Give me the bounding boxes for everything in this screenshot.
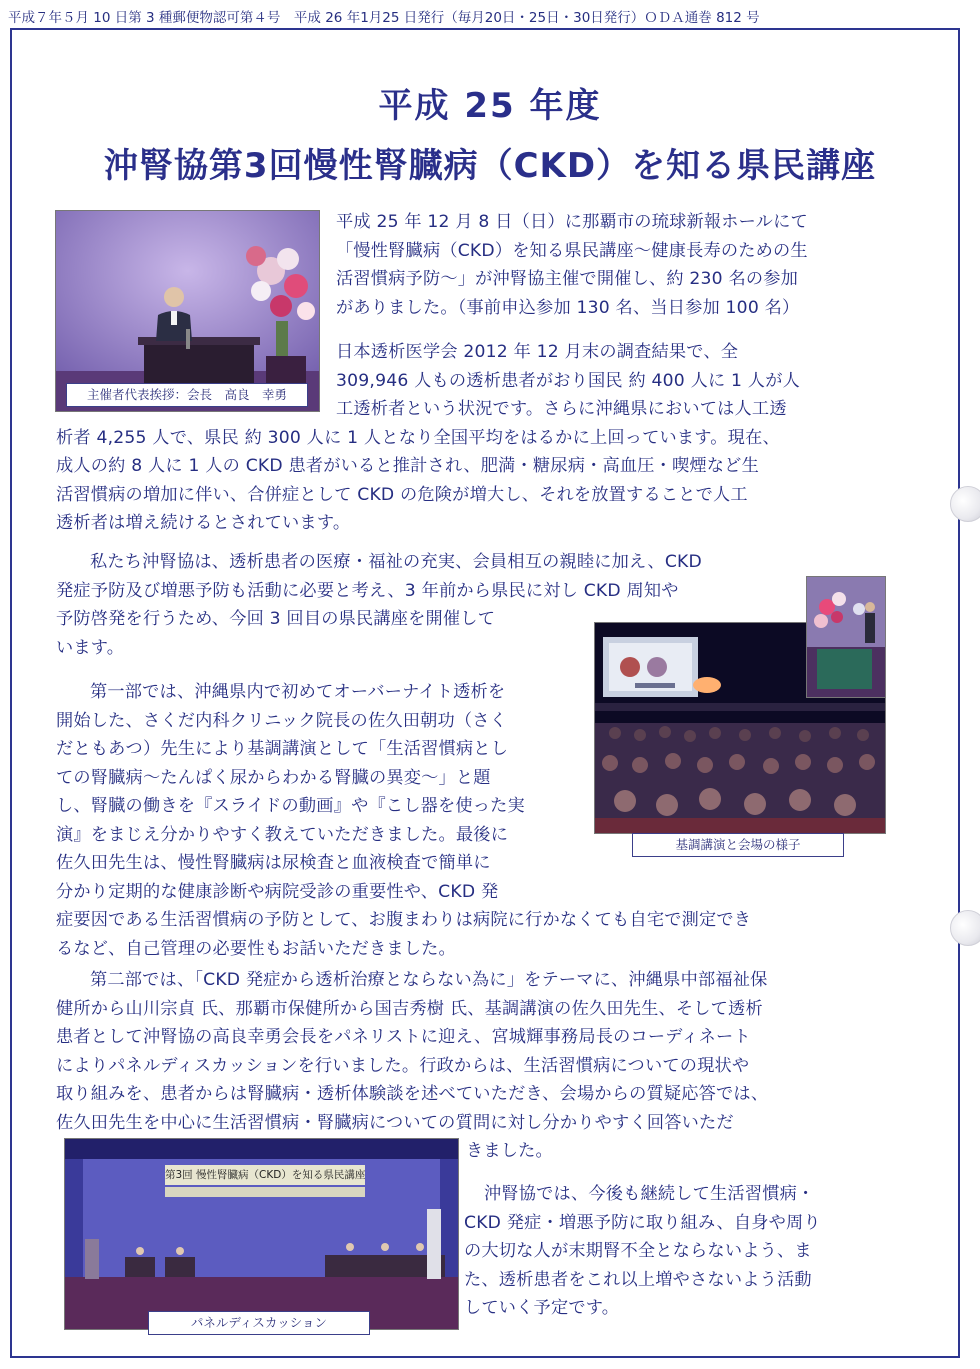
issue-header: 平成７年５月 10 日第 3 種郵便物認可第４号 平成 26 年1月25 日発行（毎月20日・25日・30日発行）ＯＤＡ通巻 812 号	[8, 10, 760, 26]
photo-caption: パネルディスカッション	[148, 1311, 370, 1335]
photo-panel-discussion	[64, 1138, 459, 1330]
photo-caption: 主催者代表挨拶：会長 高良 幸勇	[66, 383, 308, 407]
binder-hole	[950, 486, 980, 522]
panel-banner-text: 第3回 慢性腎臓病（CKD）を知る県民講座	[165, 1169, 365, 1181]
page-title: 沖腎協第3回慢性腎臓病（CKD）を知る県民講座	[103, 146, 877, 186]
title-year: 平成 25 年度	[378, 86, 602, 126]
paragraph-closing: 沖腎協では、今後も継続して生活習慣病・ CKD 発症・増悪予防に取り組み、自身や周り の大切な人が末期腎不全とならないよう、ま た、透析患者をこれ以上増やさないよう活動 していく予定です。	[464, 1184, 821, 1318]
paragraph-part-one: 第一部では、沖縄県内で初めてオーバーナイト透析を 開始した、さくだ内科クリニック院長の佐久田朝功（さく だともあつ）先生により基調講演として「生活習慣病とし ての腎臓病～たんぱく尿からわかる腎臓の異変～」と題 し、腎臓の働きを『スライドの動画』や『こし器を使った実 演』をまじえ分かりやすく教えていただきました。最後に 佐久田先生は、慢性腎臓病は尿検査と血液検査で簡単に 分かり定期的な健康診断や病院受診の重要性や、CKD 発 症要因である生活習慣病の予防として、お腹まわりは病院に行かなくても自宅で測定でき るなど、自己管理の必要性もお話いただきました。	[56, 682, 752, 959]
photo-caption: 基調講演と会場の様子	[632, 833, 844, 857]
paragraph-statistics: 日本透析医学会 2012 年 12 月末の調査結果で、全 309,946 人もの透析患者がおり国民 約 400 人に 1 人が人 工透析者という状況です。さらに沖縄県においては人工透 析者 4,255 人で、県民 約 300 人に 1 人となり全国平均をはるかに上回っています。現在、 成人の約 8 人に 1 人の CKD 患者がいると推計され、肥満・糖尿病・高血圧・喫煙など生 活習慣病の増加に伴い、合併症として CKD の危険が増大し、それを放置することで人工 透析者は増え続けるとされています。	[56, 342, 800, 533]
photo-greeting	[55, 210, 320, 412]
paragraph-intro: 平成 25 年 12 月 8 日（日）に那覇市の琉球新報ホールにて 「慢性腎臓病（CKD）を知る県民講座～健康長寿のための生 活習慣病予防～」が沖腎協主催で開催し、約 230 名の参加 がありました。（事前申込参加 130 名、当日参加 100 名）	[336, 212, 808, 318]
paragraph-purpose: 私たち沖腎協は、透析患者の医療・福祉の充実、会員相互の親睦に加え、CKD 発症予防及び増悪予防も活動に必要と考え、3 年前から県民に対し CKD 周知や 予防啓発を行うため、今回 3 回目の県民講座を開催して います。	[56, 552, 702, 658]
paragraph-part-two: 第二部では、「CKD 発症から透析治療とならない為に」をテーマに、沖縄県中部福祉保 健所から山川宗貞 氏、那覇市保健所から国吉秀樹 氏、基調講演の佐久田先生、そして透析 患者として沖腎協の高良幸勇会長をパネリストに迎え、宮城輝事務局長のコーディネート によりパネルディスカッションを行いました。行政からは、生活習慣病についての現状や 取り組みを、患者からは腎臓病・透析体験談を述べていただき、会場からの質疑応答では、 佐久田先生を中心に生活習慣病・腎臓病についての質問に対し分かりやすく回答いただ きました。	[56, 970, 769, 1161]
binder-hole	[950, 910, 980, 946]
